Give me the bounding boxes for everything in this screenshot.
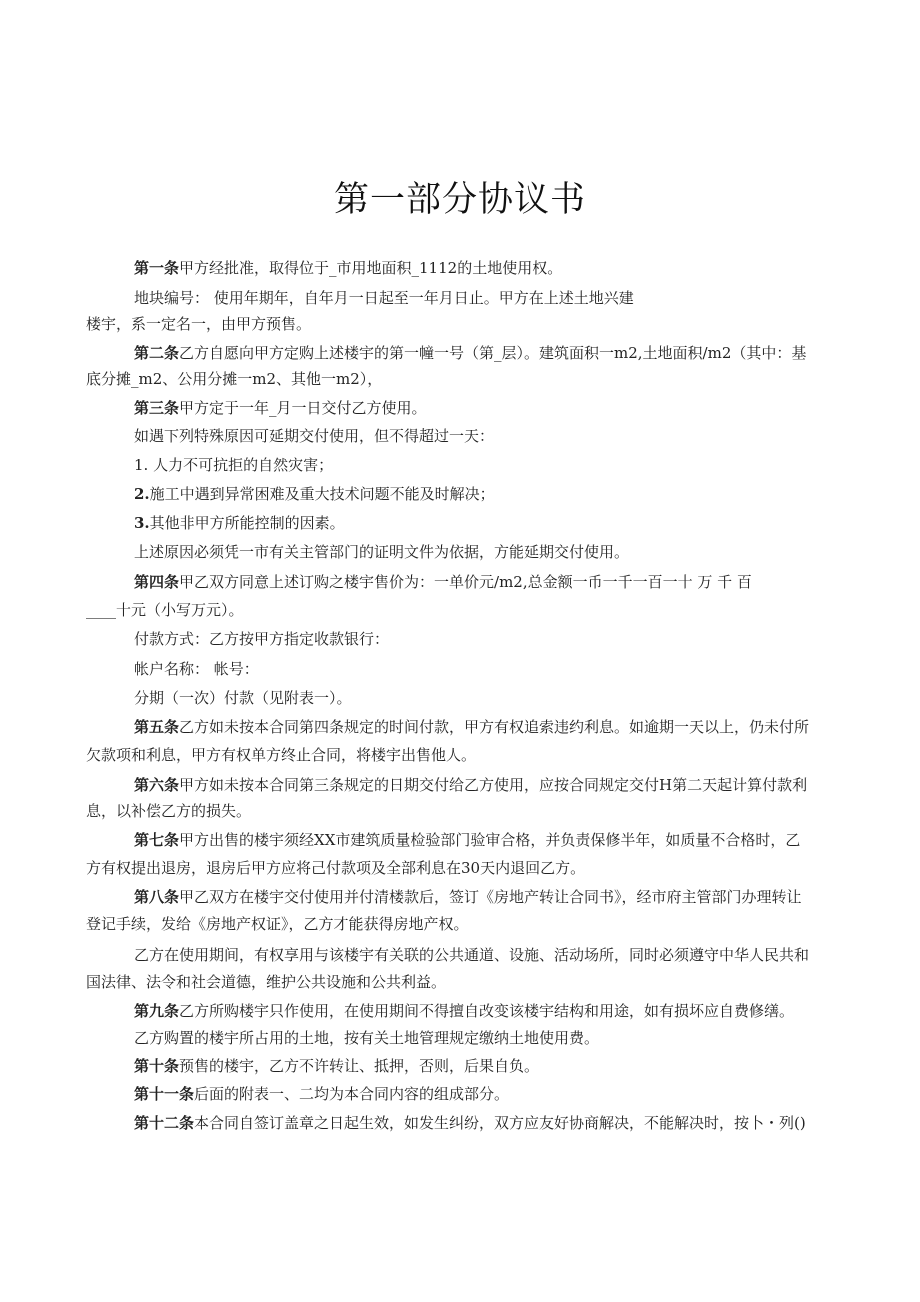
article-number: 3. <box>134 514 150 532</box>
article-text: 乙方所购楼宇只作使用，在使用期间不得擅自改变该楼宇结构和用途，如有损坏应自费修缮。 <box>179 1002 795 1020</box>
article-number: 第七条 <box>134 831 180 849</box>
article-number: 第五条 <box>134 718 180 736</box>
article-text: 上述原因必须凭一市有关主管部门的证明文件为依据，方能延期交付使用。 <box>134 543 630 561</box>
article-number: 第六条 <box>134 776 180 794</box>
article-text: 登记手续，发给《房地产权证》，乙方才能获得房地产权。 <box>86 915 469 933</box>
paragraph-line <box>134 258 562 278</box>
paragraph-line <box>134 1113 806 1133</box>
article-text: 甲方经批准，取得位于_市用地面积_1112的土地使用权。 <box>179 259 563 277</box>
paragraph-line <box>134 542 629 562</box>
paragraph-line <box>134 1028 599 1048</box>
paragraph-line <box>134 887 836 907</box>
paragraph-line <box>86 745 476 765</box>
article-text: 帐户名称： 帐号： <box>134 660 259 678</box>
article-text: 本合同自签订盖章之日起生效，如发生纠纷，双方应友好协商解决，不能解决时，按卜・列() <box>194 1114 806 1132</box>
paragraph-line <box>86 972 446 992</box>
paragraph-line <box>86 600 244 620</box>
article-number: 第二条 <box>134 344 180 362</box>
paragraph-line <box>134 629 389 649</box>
article-number: 第八条 <box>134 888 180 906</box>
article-text: 乙方自愿向甲方定购上述楼宇的第一幢一号（第_层）。建筑面积一m2,土地面积/m2（其中：基 <box>179 344 807 362</box>
article-text: 其他非甲方所能控制的因素。 <box>149 514 345 532</box>
article-text: 欠款项和利息，甲方有权单方终止合同，将楼宇出售他人。 <box>86 746 477 764</box>
article-text: 乙方在使用期间，有权享用与该楼宇有关联的公共通道、设施、活动场所，同时必须遵守中华人民共和 <box>134 946 810 964</box>
paragraph-line <box>134 343 836 363</box>
paragraph-line <box>134 775 836 795</box>
article-text: 施工中遇到异常困难及重大技术问题不能及时解决； <box>149 485 495 503</box>
article-text: 乙方购置的楼宇所占用的土地，按有关土地管理规定缴纳土地使用费。 <box>134 1029 600 1047</box>
article-text: 地块编号： 使用年期年，自年月一日起至一年月日止。甲方在上述土地兴建 <box>134 289 634 307</box>
paragraph-line <box>134 659 259 679</box>
paragraph-line <box>134 688 352 708</box>
paragraph-line <box>134 830 836 850</box>
paragraph-line <box>134 455 333 475</box>
paragraph-line <box>134 426 494 446</box>
article-text: 预售的楼宇，乙方不许转让、抵押，否则，后果自负。 <box>179 1057 540 1075</box>
paragraph-line <box>134 288 634 308</box>
article-text: 楼宇，系一定名一，由甲方预售。 <box>86 315 312 333</box>
article-text: 1. 人力不可抗拒的自然灾害； <box>134 456 334 474</box>
article-text: 乙方如未按本合同第四条规定的时间付款，甲方有权追索违约利息。如逾期一天以上，仍未付所 <box>179 718 810 736</box>
paragraph-line <box>134 484 495 504</box>
article-text: 如遇下列特殊原因可延期交付使用，但不得超过一天： <box>134 427 495 445</box>
article-number: 第一条 <box>134 259 180 277</box>
article-text: 底分摊_m2、公用分摊一m2、其他一m2）， <box>86 370 383 388</box>
article-text: 甲乙双方同意上述订购之楼宇售价为：一单价元/m2,总金额一币一千一百一十 万 千 百 <box>179 573 752 591</box>
article-text: 息，以补偿乙方的损失。 <box>86 802 252 820</box>
article-text: 甲方定于一年_月一日交付乙方使用。 <box>179 399 427 417</box>
article-number: 第四条 <box>134 573 180 591</box>
paragraph-line <box>134 717 836 737</box>
article-number: 第十一条 <box>134 1085 195 1103</box>
paragraph-line <box>86 914 469 934</box>
paragraph-line <box>86 369 382 389</box>
paragraph-line <box>134 1084 509 1104</box>
article-text: ____十元（小写万元）。 <box>86 601 244 619</box>
document-title: 第一部分协议书 <box>333 180 586 220</box>
article-text: 后面的附表一、二均为本合同内容的组成部分。 <box>194 1085 510 1103</box>
article-text: 甲方出售的楼宇须经XX市建筑质量检验部门验审合格，并负责保修半年，如质量不合格时，乙 <box>179 831 801 849</box>
article-text: 方有权提出退房，退房后甲方应将己付款项及全部利息在30天内退回乙方。 <box>86 859 586 877</box>
paragraph-line <box>134 398 427 418</box>
article-text: 付款方式：乙方按甲方指定收款银行： <box>134 630 390 648</box>
paragraph-line <box>134 1001 794 1021</box>
paragraph-line <box>86 314 311 334</box>
article-text: 甲方如未按本合同第三条规定的日期交付给乙方使用，应按合同规定交付H第二天起计算付款利 <box>179 776 808 794</box>
paragraph-line <box>134 572 836 592</box>
article-number: 第十条 <box>134 1057 180 1075</box>
paragraph-line <box>134 1056 539 1076</box>
paragraph-line <box>86 801 251 821</box>
article-text: 国法律、法令和社会道德，维护公共设施和公共利益。 <box>86 973 447 991</box>
paragraph-line <box>134 513 345 533</box>
article-number: 第十二条 <box>134 1114 195 1132</box>
article-text: 分期（一次）付款（见附表一）。 <box>134 689 352 707</box>
paragraph-line <box>134 945 836 965</box>
article-number: 第三条 <box>134 399 180 417</box>
article-text: 甲乙双方在楼宇交付使用并付清楼款后，签订《房地产转让合同书》，经市府主管部门办理转让 <box>179 888 802 906</box>
article-number: 第九条 <box>134 1002 180 1020</box>
paragraph-line <box>86 858 585 878</box>
article-number: 2. <box>134 485 150 503</box>
